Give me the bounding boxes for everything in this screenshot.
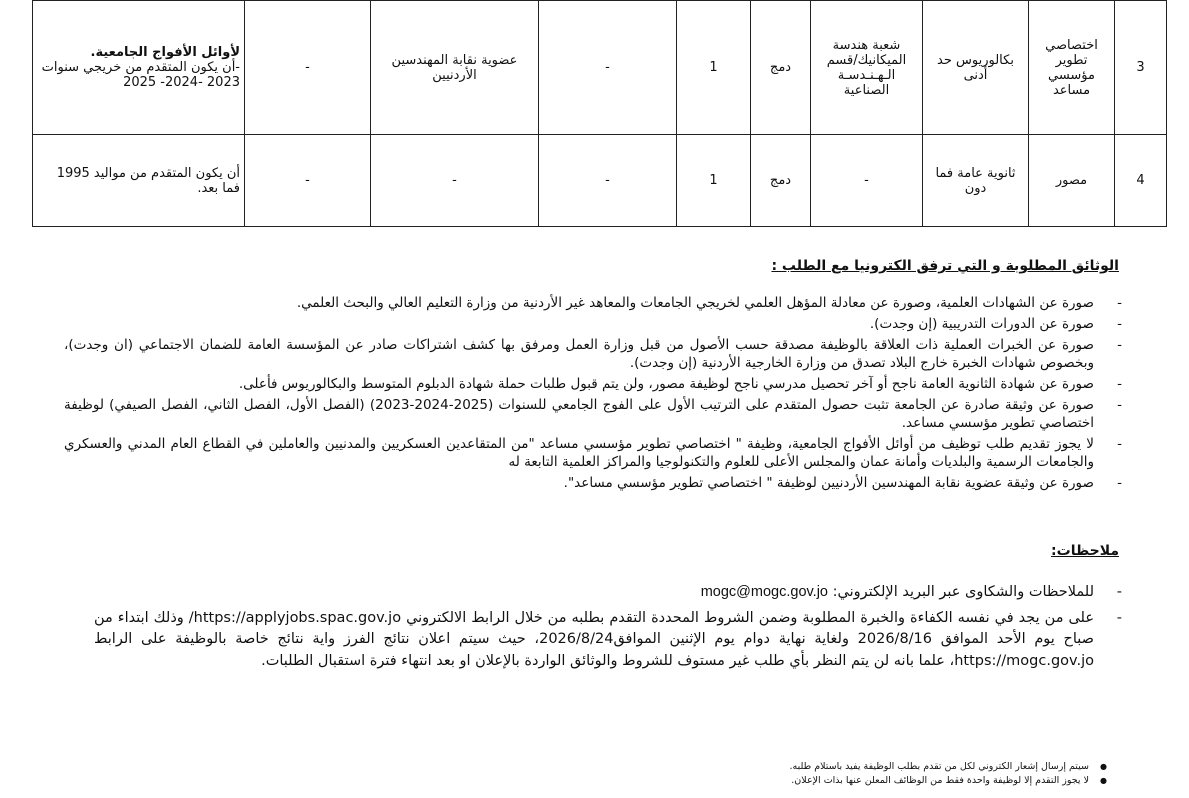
email-label: للملاحظات والشكاوى عبر البريد الإلكتروني: xyxy=(832,584,1094,600)
list-item: - صورة عن وثيقة صادرة عن الجامعة تثبت حصول المتقدم على الترتيب الأول على الفوج الجامعي للسنوات (2025-2024-2023) (الفصل الأول، الفصل الثاني، الفصل الصيفي) لوظيفة اختصاصي تطوير مؤسسي مساعد. xyxy=(64,396,1094,432)
list-item: - صورة عن الشهادات العلمية، وصورة عن معادلة المؤهل العلمي لخريجي الجامعات والمعاهد غير الأردنية من وزارة التعليم العالي والبحث العلمي. xyxy=(64,294,1094,312)
bullet-list xyxy=(389,760,1089,788)
job-major: - xyxy=(811,135,923,227)
job-conditions xyxy=(33,135,245,227)
list-item: - صورة عن الخبرات العملية ذات العلاقة بالوظيفة مصدقة حسب الأصول من قبل وزارة العمل ومرفق بها كشف اشتراكات صادر عن المؤسسة العامة للضمان الاجتماعي (ان وجدت)، وبخصوص شهادات الخبرة خارج البلاد تصدق من وزارة الخارجية الأردنية (إن وجدت). xyxy=(64,336,1094,372)
job-conditions-text: أن يكون المتقدم من مواليد 1995 فما بعد. xyxy=(56,165,240,196)
job-type: دمج xyxy=(751,135,811,227)
job-conditions-bold: لأوائل الأفواج الجامعية. xyxy=(90,45,240,60)
list-item: ● سيتم إرسال إشعار الكتروني لكل من تقدم بطلب الوظيفة يفيد باستلام طلبه. xyxy=(389,760,1089,774)
jobs-table xyxy=(32,0,1167,227)
job-title: مصور xyxy=(1029,135,1115,227)
table-row xyxy=(33,135,1167,227)
table-row xyxy=(33,1,1167,135)
documents-list xyxy=(64,294,1094,495)
job-extra: - xyxy=(245,1,371,135)
job-membership: - xyxy=(371,135,539,227)
list-item: - صورة عن وثيقة عضوية نقابة المهندسين الأردنيين لوظيفة " اختصاصي تطوير مؤسسي مساعد". xyxy=(64,474,1094,492)
row-number: 3 xyxy=(1115,1,1167,135)
job-conditions xyxy=(33,1,245,135)
job-count: 1 xyxy=(677,135,751,227)
list-item xyxy=(94,582,1094,604)
row-number: 4 xyxy=(1115,135,1167,227)
job-title: اختصاصي تطوير مؤسسي مساعد xyxy=(1029,1,1115,135)
list-item: ● لا يجوز التقدم إلا لوظيفة واحدة فقط من الوظائف المعلن عنها بذات الإعلان. xyxy=(389,774,1089,788)
job-degree: ثانوية عامة فما دون xyxy=(923,135,1029,227)
notes-list xyxy=(94,582,1094,676)
job-extra: - xyxy=(245,135,371,227)
job-major: شعبة هندسة الميكانيك/قسم الـهـنـدسـة الصناعية xyxy=(811,1,923,135)
documents-heading: الوثائق المطلوبة و التي ترفق الكترونيا مع الطلب : xyxy=(771,258,1119,274)
email-link[interactable]: mogc@mogc.gov.jo xyxy=(700,584,828,600)
list-item: - صورة عن شهادة الثانوية العامة ناجح أو آخر تحصيل مدرسي ناجح لوظيفة مصور، ولن يتم قبول طلبات حملة شهادة الدبلوم المتوسط والبكالوريوس فأعلى. xyxy=(64,375,1094,393)
list-item: - صورة عن الدورات التدريبية (إن وجدت). xyxy=(64,315,1094,333)
job-conditions-text: -أن يكون المتقدم من خريجي سنوات 2023 -2024- 2025 xyxy=(41,60,240,90)
job-experience: - xyxy=(539,1,677,135)
job-count: 1 xyxy=(677,1,751,135)
notes-heading: ملاحظات: xyxy=(1051,543,1119,559)
job-type: دمج xyxy=(751,1,811,135)
list-item: - لا يجوز تقديم طلب توظيف من أوائل الأفواج الجامعية، وظيفة " اختصاصي تطوير مؤسسي مساعد "من المتقاعدين العسكريين والمدنيين والعاملين في القطاع العام المدني والعسكري والجامعات الرسمية والبلديات وأمانة عمان والمجلس الأعلى للعلوم والتكنولوجيا والمراكز العلمية التابعة له xyxy=(64,435,1094,471)
job-experience: - xyxy=(539,135,677,227)
job-membership: عضوية نقابة المهندسين الأردنيين xyxy=(371,1,539,135)
list-item: - على من يجد في نفسه الكفاءة والخبرة المطلوبة وضمن الشروط المحددة التقدم بطلبه من خلال الرابط الالكتروني https://applyjobs.spac.gov.jo/ وذلك ابتداء من صباح يوم الأحد الموافق 2026/8/16 ولغاية نهاية دوام يوم الإثنين الموافق2026/8/24، حيث سيتم اعلان نتائج الفرز واية نتائج خاصة بالوظيفة على الرابط https://mogc.gov.jo، علما بانه لن يتم النظر بأي طلب غير مستوف للشروط والوثائق الواردة بالإعلان او بعد انتهاء فترة استقبال الطلبات. xyxy=(94,608,1094,673)
job-degree: بكالوريوس حد أدنى xyxy=(923,1,1029,135)
